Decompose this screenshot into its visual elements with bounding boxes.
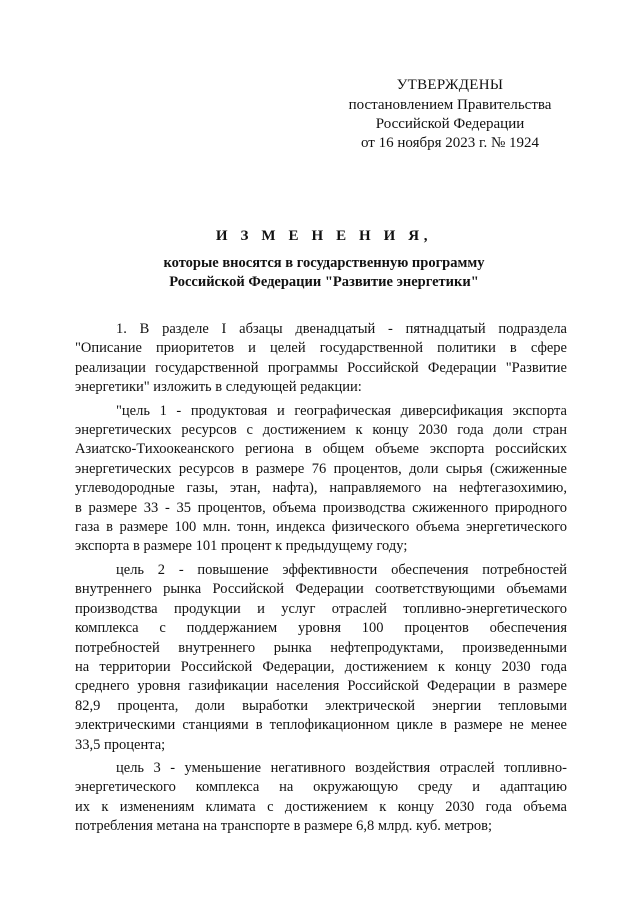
approval-line-2: Российской Федерации xyxy=(375,116,525,132)
document-body xyxy=(75,320,567,841)
paragraph-line: энергетического комплекса на окружающую среду и адаптацию xyxy=(75,779,567,796)
paragraph-line: 1. В разделе I абзацы двенадцатый - пятнадцатый подраздела xyxy=(116,321,567,337)
paragraph-line: комплекса с поддержанием уровня 100 процентов обеспечения xyxy=(75,620,567,637)
body-paragraph xyxy=(75,759,567,837)
paragraph-line: газа в размере 100 млн. тонн, индекса физического объема энергетического xyxy=(75,519,567,536)
body-paragraph xyxy=(75,402,567,557)
approval-line-1: постановлением Правительства xyxy=(348,97,552,113)
document-title: И З М Е Н Е Н И Я, xyxy=(215,228,433,244)
paragraph-line: реализации государственной программы Российской Федерации "Развитие xyxy=(75,359,567,376)
paragraph-line: электрическими станциями в теплофикационном цикле в размере не менее xyxy=(75,717,567,734)
paragraph-line: на территории Российской Федерации, достижением к концу 2030 года xyxy=(75,658,567,675)
approval-heading: УТВЕРЖДЕНЫ xyxy=(396,77,504,93)
body-paragraph xyxy=(75,561,567,755)
paragraph-line: производства продукции и услуг отраслей топливно-энергетического xyxy=(75,600,567,617)
paragraph-line: "цель 1 - продуктовая и географическая диверсификация экспорта xyxy=(116,402,567,419)
document-subtitle-line-1: которые вносятся в государственную программу xyxy=(163,255,485,271)
paragraph-line: среднего уровня газификации населения Российской Федерации в размере xyxy=(75,678,567,695)
paragraph-line: энергетических ресурсов с достижением к концу 2030 года доли стран xyxy=(75,422,567,439)
document-title-block xyxy=(90,226,558,292)
paragraph-line: энергетических ресурсов в размере 76 процентов, доли сырья (сжиженные xyxy=(75,460,567,477)
paragraph-line: энергетики" изложить в следующей редакции: xyxy=(75,379,362,396)
paragraph-line: углеводородные газы, этан, нафта), направляемого на нефтегазохимию, xyxy=(75,480,567,497)
approval-stamp xyxy=(330,76,570,153)
paragraph-line: их к изменениям климата с достижением к концу 2030 года объема xyxy=(75,798,567,815)
paragraph-line: экспорта в размере 101 процент к предыдущему году; xyxy=(75,538,408,555)
paragraph-line: в размере 33 - 35 процентов, объема производства сжиженного природного xyxy=(75,499,567,516)
paragraph-line: 82,9 процента, доли выработки электрической энергии тепловыми xyxy=(75,697,567,714)
paragraph-line: потребления метана на транспорте в размере 6,8 млрд. куб. метров; xyxy=(75,818,493,835)
approval-line-3: от 16 ноября 2023 г. № 1924 xyxy=(360,135,540,151)
paragraph-line: Азиатско-Тихоокеанского региона в общем объеме экспорта российских xyxy=(75,441,567,458)
paragraph-line: цель 2 - повышение эффективности обеспечения потребностей xyxy=(116,561,567,578)
paragraph-line: цель 3 - уменьшение негативного воздействия отраслей топливно- xyxy=(116,759,567,776)
body-paragraph xyxy=(75,320,567,398)
paragraph-line: "Описание приоритетов и целей государственной политики в сфере xyxy=(75,340,567,357)
paragraph-line: потребностей внутреннего рынка нефтепродуктами, произведенными xyxy=(75,639,567,656)
paragraph-line: внутреннего рынка Российской Федерации соответствующими объемами xyxy=(75,581,567,598)
paragraph-line: 33,5 процента; xyxy=(75,736,166,753)
document-subtitle-line-2: Российской Федерации "Развитие энергетики" xyxy=(169,274,479,290)
